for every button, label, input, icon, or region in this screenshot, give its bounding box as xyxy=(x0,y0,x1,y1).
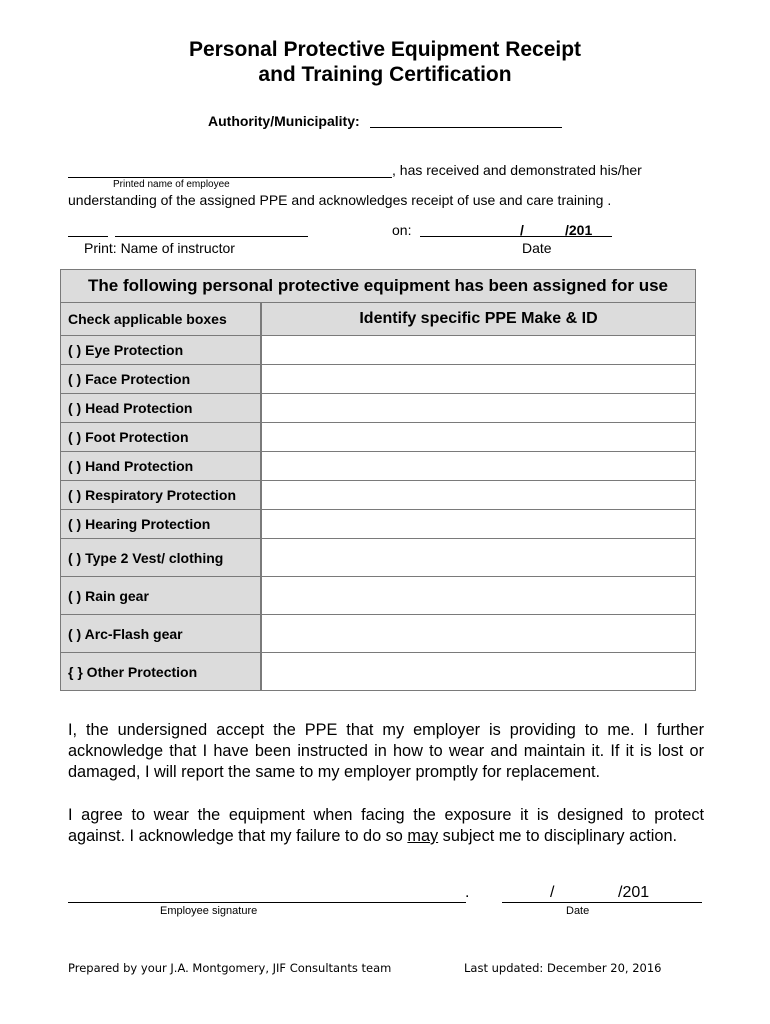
col-check-header: Check applicable boxes xyxy=(61,303,262,336)
statement-p2-before: I agree to wear the equipment when facing the exposure it is designed to protect against. I acknowledge that my failure to do so xyxy=(68,806,704,845)
ppe-make-id-cell[interactable] xyxy=(261,577,696,615)
table-row xyxy=(61,539,696,577)
ppe-make-id-cell[interactable] xyxy=(261,452,696,481)
signature-date-year: /201 xyxy=(618,884,650,901)
statement-p2-after: subject me to disciplinary action. xyxy=(438,827,678,845)
col-ppe-id-header: Identify specific PPE Make & ID xyxy=(261,303,696,336)
table-column-header-row xyxy=(61,303,696,336)
ppe-make-id-cell[interactable] xyxy=(261,365,696,394)
ppe-checkbox-label[interactable]: ( ) Type 2 Vest/ clothing xyxy=(61,539,262,577)
ppe-make-id-cell[interactable] xyxy=(261,510,696,539)
ppe-table xyxy=(60,269,696,691)
statement-p2-emphasis: may xyxy=(407,827,439,845)
received-text: , has received and demonstrated his/her xyxy=(392,162,642,178)
instruction-date-slash: / xyxy=(520,222,524,238)
ppe-checkbox-label[interactable]: ( ) Face Protection xyxy=(61,365,262,394)
ppe-make-id-cell[interactable] xyxy=(261,336,696,365)
ppe-make-id-cell[interactable] xyxy=(261,539,696,577)
signature-date-caption: Date xyxy=(566,905,590,917)
statement-paragraph-1: I, the undersigned accept the PPE that my employer is providing to me. I further acknowledge that I have been instructed in how to wear and maintain it. If it is lost or damaged, I will report the same to my employer promptly for replacement. xyxy=(68,721,704,781)
table-row xyxy=(61,336,696,365)
table-row xyxy=(61,481,696,510)
ppe-make-id-cell[interactable] xyxy=(261,394,696,423)
ppe-checkbox-label[interactable]: ( ) Hand Protection xyxy=(61,452,262,481)
employee-name-field[interactable] xyxy=(68,177,392,178)
ppe-checkbox-label[interactable]: ( ) Rain gear xyxy=(61,577,262,615)
statement-paragraph-2 xyxy=(68,805,704,847)
employee-name-caption: Printed name of employee xyxy=(113,179,230,190)
signature-period: . xyxy=(465,884,470,901)
ppe-make-id-cell[interactable] xyxy=(261,481,696,510)
ppe-checkbox-label[interactable]: { } Other Protection xyxy=(61,653,262,691)
ppe-make-id-cell[interactable] xyxy=(261,653,696,691)
ppe-checkbox-label[interactable]: ( ) Foot Protection xyxy=(61,423,262,452)
instructor-caption: Print: Name of instructor xyxy=(84,240,235,256)
table-row xyxy=(61,653,696,691)
authority-field[interactable] xyxy=(370,127,562,128)
signature-caption: Employee signature xyxy=(160,905,258,917)
table-heading-row xyxy=(61,270,696,303)
table-heading: The following personal protective equipment has been assigned for use xyxy=(61,270,696,303)
employee-signature-field[interactable] xyxy=(68,902,466,903)
authority-label: Authority/Municipality: xyxy=(208,113,360,129)
instruction-date-caption: Date xyxy=(522,240,552,256)
ppe-checkbox-label[interactable]: ( ) Eye Protection xyxy=(61,336,262,365)
instructor-field-short[interactable] xyxy=(68,236,108,237)
ppe-checkbox-label[interactable]: ( ) Hearing Protection xyxy=(61,510,262,539)
ppe-make-id-cell[interactable] xyxy=(261,423,696,452)
form-title-line1: Personal Protective Equipment Receipt xyxy=(188,38,582,61)
table-row xyxy=(61,394,696,423)
ppe-make-id-cell[interactable] xyxy=(261,615,696,653)
on-label: on: xyxy=(392,222,412,238)
instruction-date-year: /201 xyxy=(565,222,593,238)
signature-date-field[interactable] xyxy=(502,902,702,903)
table-row xyxy=(61,615,696,653)
ppe-checkbox-label[interactable]: ( ) Arc-Flash gear xyxy=(61,615,262,653)
instructor-name-field[interactable] xyxy=(115,236,308,237)
footer-last-updated: Last updated: December 20, 2016 xyxy=(464,961,662,975)
ppe-checkbox-label[interactable]: ( ) Head Protection xyxy=(61,394,262,423)
ppe-checkbox-label[interactable]: ( ) Respiratory Protection xyxy=(61,481,262,510)
signature-date-slash: / xyxy=(550,884,555,901)
table-row xyxy=(61,423,696,452)
table-row xyxy=(61,365,696,394)
table-row xyxy=(61,452,696,481)
form-title-line2: and Training Certification xyxy=(258,63,512,86)
understanding-text: understanding of the assigned PPE and acknowledges receipt of use and care training . xyxy=(68,192,612,208)
table-row xyxy=(61,577,696,615)
table-row xyxy=(61,510,696,539)
footer-prepared-by: Prepared by your J.A. Montgomery, JIF Consultants team xyxy=(68,961,392,975)
